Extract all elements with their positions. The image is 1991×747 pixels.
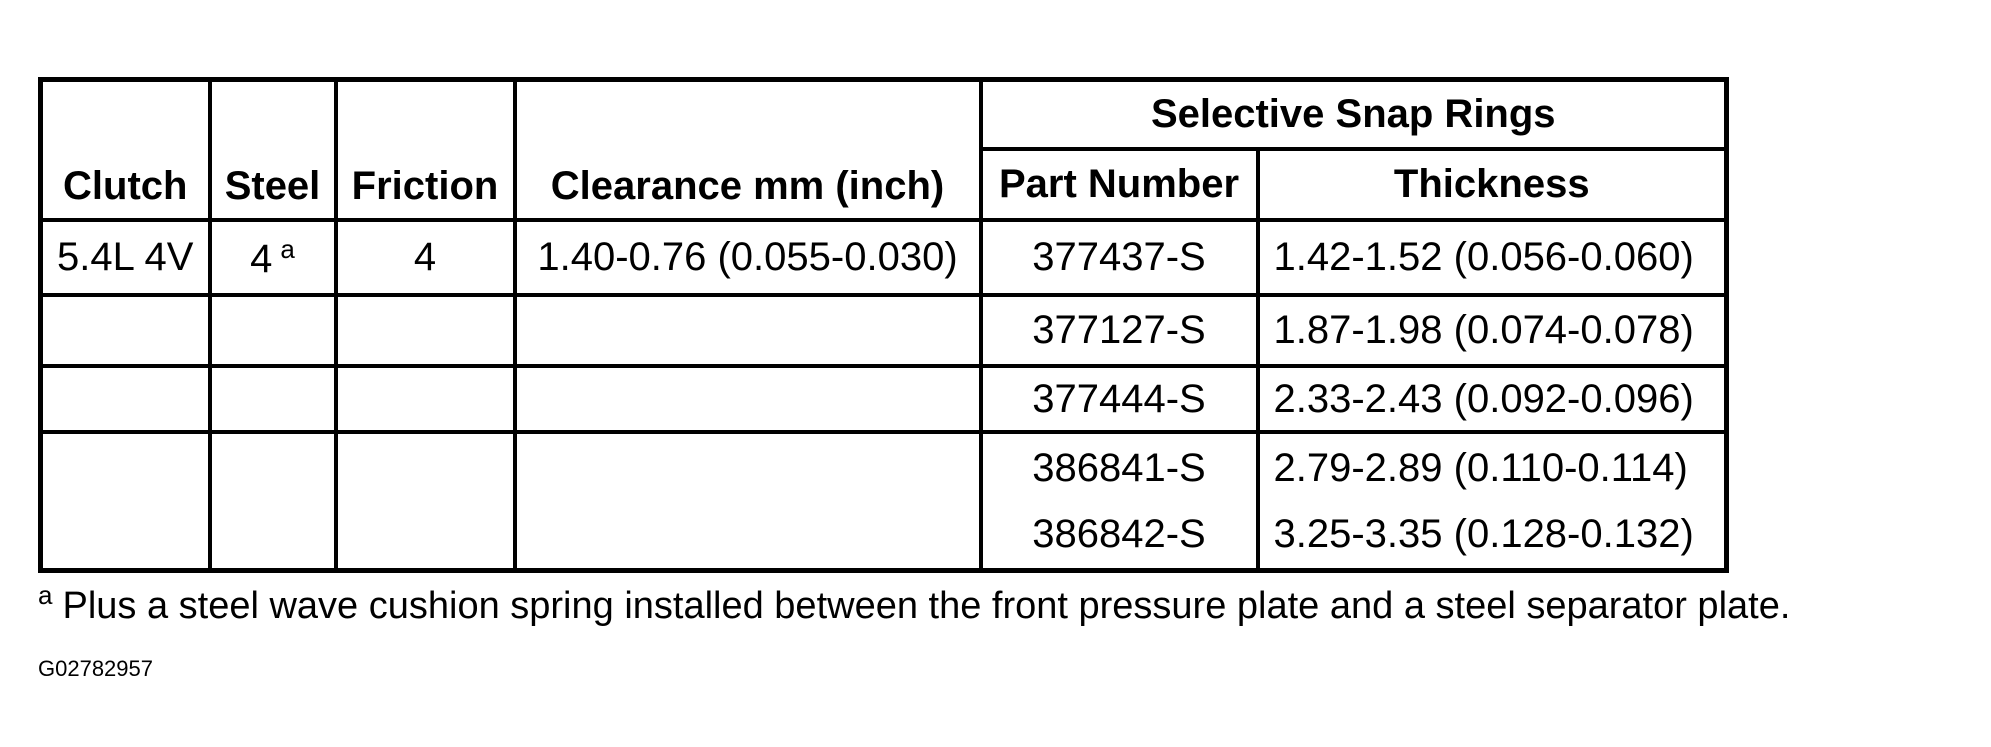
cell-part-number-pair: [981, 432, 1258, 571]
cell-empty: [210, 366, 336, 432]
cell-empty: [515, 432, 981, 571]
cell-part-number: 377444-S: [981, 366, 1258, 432]
header-part-number: Part Number: [981, 149, 1258, 220]
cell-thickness-pair: [1258, 432, 1727, 571]
part-number-value: 386842-S: [1032, 511, 1206, 556]
footnote: [38, 580, 1790, 628]
cell-empty: [41, 366, 210, 432]
table-row: [41, 295, 1727, 366]
footnote-mark: a: [38, 580, 53, 610]
table-row: [41, 432, 1727, 571]
cell-empty: [41, 295, 210, 366]
figure-id: G02782957: [38, 656, 153, 681]
header-clutch: Clutch: [41, 80, 210, 220]
cell-empty: [515, 295, 981, 366]
table-row: [41, 220, 1727, 295]
thickness-value: 2.79-2.89 (0.110-0.114): [1273, 445, 1688, 490]
cell-thickness: 1.42-1.52 (0.056-0.060): [1258, 220, 1727, 295]
cell-clutch: 5.4L 4V: [41, 220, 210, 295]
cell-empty: [336, 366, 515, 432]
cell-thickness: 1.87-1.98 (0.074-0.078): [1258, 295, 1727, 366]
footnote-reference: a: [280, 233, 295, 264]
cell-empty: [515, 366, 981, 432]
cell-empty: [336, 432, 515, 571]
thickness-value: 3.25-3.35 (0.128-0.132): [1273, 511, 1694, 556]
cell-empty: [41, 432, 210, 571]
snap-ring-spec-table: [38, 77, 1729, 573]
cell-empty: [210, 432, 336, 571]
header-thickness: Thickness: [1258, 149, 1727, 220]
cell-thickness: 2.33-2.43 (0.092-0.096): [1258, 366, 1727, 432]
cell-empty: [210, 295, 336, 366]
header-clearance: Clearance mm (inch): [515, 80, 981, 220]
cell-part-number: 377127-S: [981, 295, 1258, 366]
header-selective-snap-rings: Selective Snap Rings: [981, 80, 1727, 149]
header-friction: Friction: [336, 80, 515, 220]
footnote-text: Plus a steel wave cushion spring installed between the front pressure plate and a steel separator plate.: [62, 585, 1791, 627]
table-row: [41, 366, 1727, 432]
steel-value: 4: [250, 236, 273, 281]
part-number-value: 386841-S: [1032, 445, 1206, 490]
cell-steel: [210, 220, 336, 295]
cell-part-number: 377437-S: [981, 220, 1258, 295]
cell-empty: [336, 295, 515, 366]
cell-clearance: 1.40-0.76 (0.055-0.030): [515, 220, 981, 295]
header-steel: Steel: [210, 80, 336, 220]
cell-friction: 4: [336, 220, 515, 295]
